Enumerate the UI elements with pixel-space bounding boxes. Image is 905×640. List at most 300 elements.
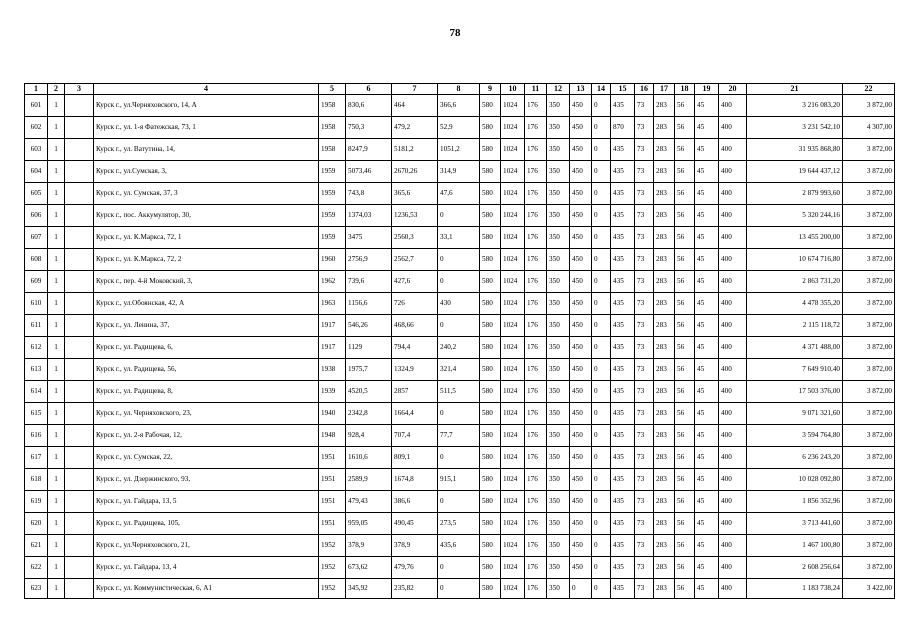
table-cell: 45 — [695, 205, 719, 227]
table-row — [25, 271, 895, 293]
table-cell — [65, 469, 94, 491]
table-cell: 176 — [525, 337, 547, 359]
table-row — [25, 315, 895, 337]
table-cell: 1 — [48, 117, 65, 139]
table-cell: 0 — [592, 205, 611, 227]
table-body — [25, 95, 895, 599]
table-cell: 400 — [719, 359, 747, 381]
table-cell: 283 — [654, 293, 675, 315]
table-cell: 450 — [570, 315, 592, 337]
table-cell: 580 — [480, 403, 501, 425]
table-cell: 450 — [570, 447, 592, 469]
table-row — [25, 579, 895, 599]
table-cell: 176 — [525, 95, 547, 117]
address-cell: Курск г., пер. 4-й Моковский, 3, — [94, 271, 319, 293]
table-cell: 5073,46 — [346, 161, 392, 183]
table-cell: 400 — [719, 315, 747, 337]
table-cell: 73 — [635, 381, 654, 403]
table-cell: 45 — [695, 95, 719, 117]
table-row — [25, 293, 895, 315]
table-cell: 400 — [719, 513, 747, 535]
address-cell: Курск г., ул. Гайдара, 13, 5 — [94, 491, 319, 513]
table-cell: 56 — [675, 95, 695, 117]
table-cell: 450 — [570, 161, 592, 183]
table-cell: 400 — [719, 161, 747, 183]
table-row — [25, 447, 895, 469]
table-cell: 1 — [48, 337, 65, 359]
table-cell: 10 674 716,80 — [747, 249, 843, 271]
table-cell: 45 — [695, 271, 719, 293]
table-cell: 73 — [635, 139, 654, 161]
table-cell: 1024 — [501, 359, 525, 381]
table-cell: 283 — [654, 117, 675, 139]
table-cell: 400 — [719, 337, 747, 359]
table-cell: 450 — [570, 381, 592, 403]
table-cell: 314,9 — [438, 161, 480, 183]
table-cell: 435 — [611, 513, 635, 535]
table-cell: 400 — [719, 535, 747, 557]
table-cell: 176 — [525, 293, 547, 315]
table-cell: 1024 — [501, 271, 525, 293]
table-cell: 45 — [695, 469, 719, 491]
table-cell: 1959 — [319, 227, 346, 249]
table-cell: 0 — [438, 557, 480, 579]
column-header-8: 8 — [438, 84, 480, 95]
table-cell: 350 — [547, 513, 570, 535]
table-cell: 56 — [675, 491, 695, 513]
table-cell: 3 872,00 — [843, 557, 895, 579]
table-cell: 10 028 092,80 — [747, 469, 843, 491]
table-cell: 464 — [392, 95, 438, 117]
column-header-3: 3 — [65, 84, 94, 95]
table-cell: 1610,6 — [346, 447, 392, 469]
table-cell: 580 — [480, 535, 501, 557]
table-cell: 0 — [438, 315, 480, 337]
table-cell: 450 — [570, 183, 592, 205]
table-cell: 176 — [525, 359, 547, 381]
table-cell: 435 — [611, 425, 635, 447]
table-cell: 56 — [675, 117, 695, 139]
table-cell — [65, 381, 94, 403]
table-cell: 1 — [48, 139, 65, 161]
address-cell: Курск г., ул. Гайдара, 13, 4 — [94, 557, 319, 579]
table-cell: 1156,6 — [346, 293, 392, 315]
table-cell: 1917 — [319, 337, 346, 359]
table-cell: 601 — [25, 95, 48, 117]
column-header-21: 21 — [747, 84, 843, 95]
table-cell: 450 — [570, 491, 592, 513]
table-cell: 614 — [25, 381, 48, 403]
table-cell: 435 — [611, 381, 635, 403]
table-cell: 1024 — [501, 95, 525, 117]
table-cell: 73 — [635, 557, 654, 579]
table-cell: 176 — [525, 579, 547, 599]
table-cell: 283 — [654, 205, 675, 227]
table-cell: 1 — [48, 469, 65, 491]
address-cell: Курск г., ул. К.Маркса, 72, 2 — [94, 249, 319, 271]
table-cell: 580 — [480, 513, 501, 535]
table-cell: 350 — [547, 491, 570, 513]
table-cell: 350 — [547, 293, 570, 315]
table-cell: 479,2 — [392, 117, 438, 139]
table-cell: 1024 — [501, 139, 525, 161]
table-cell: 580 — [480, 381, 501, 403]
column-header-11: 11 — [525, 84, 547, 95]
table-cell: 1963 — [319, 293, 346, 315]
table-cell: 0 — [592, 469, 611, 491]
table-cell: 606 — [25, 205, 48, 227]
table-cell: 3 872,00 — [843, 315, 895, 337]
table-cell: 435 — [611, 227, 635, 249]
table-cell: 56 — [675, 469, 695, 491]
table-cell: 435 — [611, 447, 635, 469]
table-cell: 618 — [25, 469, 48, 491]
table-cell: 400 — [719, 557, 747, 579]
table-cell: 17 503 376,00 — [747, 381, 843, 403]
column-header-2: 2 — [48, 84, 65, 95]
table-cell: 73 — [635, 293, 654, 315]
table-cell — [65, 535, 94, 557]
table-cell: 56 — [675, 579, 695, 599]
table-cell: 235,82 — [392, 579, 438, 599]
address-cell: Курск г., ул. Дзержинского, 93, — [94, 469, 319, 491]
table-cell: 1959 — [319, 161, 346, 183]
table-cell: 1 — [48, 249, 65, 271]
table-cell: 176 — [525, 557, 547, 579]
table-cell: 580 — [480, 271, 501, 293]
table-cell: 3 872,00 — [843, 205, 895, 227]
table-cell: 45 — [695, 227, 719, 249]
table-cell: 3 872,00 — [843, 161, 895, 183]
table-cell: 47,6 — [438, 183, 480, 205]
table-cell: 73 — [635, 117, 654, 139]
table-cell: 450 — [570, 139, 592, 161]
table-cell: 2342,8 — [346, 403, 392, 425]
table-cell: 283 — [654, 183, 675, 205]
table-cell: 726 — [392, 293, 438, 315]
table-cell: 283 — [654, 337, 675, 359]
table-cell: 603 — [25, 139, 48, 161]
table-cell: 427,6 — [392, 271, 438, 293]
table-cell: 673,62 — [346, 557, 392, 579]
table-cell: 1 — [48, 359, 65, 381]
table-cell: 240,2 — [438, 337, 480, 359]
table-cell: 283 — [654, 425, 675, 447]
table-cell: 0 — [438, 447, 480, 469]
column-header-6: 6 — [346, 84, 392, 95]
table-cell: 1024 — [501, 491, 525, 513]
table-cell: 350 — [547, 579, 570, 599]
table-row — [25, 425, 895, 447]
table-cell — [65, 491, 94, 513]
table-cell: 580 — [480, 579, 501, 599]
table-row — [25, 403, 895, 425]
table-cell — [65, 579, 94, 599]
table-cell: 1 467 100,80 — [747, 535, 843, 557]
table-cell: 1951 — [319, 469, 346, 491]
table-cell: 2 115 118,72 — [747, 315, 843, 337]
table-cell: 56 — [675, 513, 695, 535]
table-cell: 45 — [695, 315, 719, 337]
table-cell: 1 — [48, 95, 65, 117]
table-cell: 511,5 — [438, 381, 480, 403]
table-cell: 1 — [48, 579, 65, 599]
table-cell: 73 — [635, 535, 654, 557]
table-cell: 176 — [525, 513, 547, 535]
table-cell: 400 — [719, 381, 747, 403]
table-cell: 0 — [592, 117, 611, 139]
registry-table — [24, 83, 895, 599]
table-cell: 1129 — [346, 337, 392, 359]
table-cell: 1024 — [501, 205, 525, 227]
table-cell — [65, 161, 94, 183]
table-cell: 400 — [719, 491, 747, 513]
table-cell: 468,66 — [392, 315, 438, 337]
table-row — [25, 359, 895, 381]
table-cell: 2857 — [392, 381, 438, 403]
address-cell: Курск г., ул. Черняховского, 23, — [94, 403, 319, 425]
table-cell — [65, 293, 94, 315]
table-cell: 45 — [695, 293, 719, 315]
table-row — [25, 469, 895, 491]
table-cell: 0 — [592, 381, 611, 403]
table-cell: 176 — [525, 205, 547, 227]
table-cell: 3 872,00 — [843, 249, 895, 271]
table-cell: 45 — [695, 579, 719, 599]
address-cell: Курск г., ул.Обоянская, 42, А — [94, 293, 319, 315]
table-cell: 580 — [480, 161, 501, 183]
table-cell: 1 — [48, 403, 65, 425]
table-cell: 283 — [654, 381, 675, 403]
table-cell — [65, 557, 94, 579]
table-cell: 1952 — [319, 535, 346, 557]
table-cell: 176 — [525, 161, 547, 183]
table-cell: 580 — [480, 447, 501, 469]
table-cell: 400 — [719, 249, 747, 271]
table-cell: 1 — [48, 183, 65, 205]
table-cell: 400 — [719, 271, 747, 293]
table-cell — [65, 249, 94, 271]
table-cell: 378,9 — [346, 535, 392, 557]
table-cell — [65, 117, 94, 139]
table-cell: 45 — [695, 447, 719, 469]
table-cell: 176 — [525, 227, 547, 249]
table-cell: 176 — [525, 381, 547, 403]
table-cell: 45 — [695, 337, 719, 359]
table-cell: 450 — [570, 535, 592, 557]
table-cell: 580 — [480, 95, 501, 117]
table-cell: 580 — [480, 425, 501, 447]
table-cell: 283 — [654, 469, 675, 491]
table-cell: 45 — [695, 403, 719, 425]
table-cell: 607 — [25, 227, 48, 249]
column-header-9: 9 — [480, 84, 501, 95]
table-cell: 3 594 764,80 — [747, 425, 843, 447]
table-row — [25, 249, 895, 271]
table-cell: 450 — [570, 557, 592, 579]
table-cell: 73 — [635, 447, 654, 469]
table-cell: 350 — [547, 359, 570, 381]
table-cell: 1962 — [319, 271, 346, 293]
table-cell: 283 — [654, 249, 675, 271]
address-cell: Курск г., ул. 2-я Рабочая, 12, — [94, 425, 319, 447]
table-cell: 1952 — [319, 557, 346, 579]
table-cell — [65, 513, 94, 535]
column-header-17: 17 — [654, 84, 675, 95]
table-cell: 283 — [654, 491, 675, 513]
table-cell: 283 — [654, 315, 675, 337]
table-cell: 283 — [654, 513, 675, 535]
address-cell: Курск г., ул. К.Маркса, 72, 1 — [94, 227, 319, 249]
table-cell: 3 713 441,60 — [747, 513, 843, 535]
table-cell — [65, 337, 94, 359]
column-header-5: 5 — [319, 84, 346, 95]
table-cell: 435 — [611, 271, 635, 293]
table-cell: 1024 — [501, 425, 525, 447]
table-cell: 435 — [611, 139, 635, 161]
table-cell: 73 — [635, 513, 654, 535]
table-cell: 4 371 488,00 — [747, 337, 843, 359]
table-cell — [65, 403, 94, 425]
table-cell: 350 — [547, 337, 570, 359]
table-cell: 365,6 — [392, 183, 438, 205]
table-cell: 56 — [675, 337, 695, 359]
address-cell: Курск г., ул. Радищева, 6, — [94, 337, 319, 359]
table-cell: 739,6 — [346, 271, 392, 293]
table-cell: 73 — [635, 95, 654, 117]
table-row — [25, 117, 895, 139]
table-cell: 176 — [525, 403, 547, 425]
table-cell: 345,92 — [346, 579, 392, 599]
table-cell: 73 — [635, 271, 654, 293]
table-cell: 283 — [654, 359, 675, 381]
table-cell: 1 856 352,96 — [747, 491, 843, 513]
header-row — [25, 84, 895, 95]
table-cell: 794,4 — [392, 337, 438, 359]
table-cell: 1 — [48, 271, 65, 293]
table-cell: 0 — [438, 403, 480, 425]
table-cell: 750,3 — [346, 117, 392, 139]
table-cell: 612 — [25, 337, 48, 359]
table-cell: 1236,53 — [392, 205, 438, 227]
table-cell — [65, 447, 94, 469]
table-cell: 400 — [719, 139, 747, 161]
table-cell: 450 — [570, 271, 592, 293]
table-cell: 4 478 355,20 — [747, 293, 843, 315]
table-cell: 0 — [592, 557, 611, 579]
table-cell: 56 — [675, 139, 695, 161]
table-cell: 56 — [675, 183, 695, 205]
table-cell: 73 — [635, 315, 654, 337]
table-cell: 283 — [654, 139, 675, 161]
table-cell: 707,4 — [392, 425, 438, 447]
table-cell: 73 — [635, 425, 654, 447]
table-cell: 283 — [654, 579, 675, 599]
table-cell: 915,1 — [438, 469, 480, 491]
table-cell: 3 872,00 — [843, 425, 895, 447]
table-cell: 621 — [25, 535, 48, 557]
table-cell — [65, 359, 94, 381]
table-cell: 1024 — [501, 513, 525, 535]
table-row — [25, 161, 895, 183]
address-cell: Курск г., ул. 1-я Фатежская, 73, 1 — [94, 117, 319, 139]
address-cell: Курск г., ул. Коммунистическая, 6, А1 — [94, 579, 319, 599]
table-cell: 1917 — [319, 315, 346, 337]
table-cell: 400 — [719, 205, 747, 227]
address-cell: Курск г., ул. Радищева, 105, — [94, 513, 319, 535]
table-cell: 56 — [675, 315, 695, 337]
table-cell: 350 — [547, 139, 570, 161]
table-cell: 378,9 — [392, 535, 438, 557]
table-cell: 2756,9 — [346, 249, 392, 271]
table-cell: 809,1 — [392, 447, 438, 469]
table-cell: 1938 — [319, 359, 346, 381]
table-cell: 619 — [25, 491, 48, 513]
table-cell: 33,1 — [438, 227, 480, 249]
table-cell: 9 071 321,60 — [747, 403, 843, 425]
table-cell: 580 — [480, 139, 501, 161]
table-cell: 450 — [570, 293, 592, 315]
table-row — [25, 183, 895, 205]
table-cell: 1939 — [319, 381, 346, 403]
table-cell: 1024 — [501, 403, 525, 425]
table-cell: 435 — [611, 293, 635, 315]
table-cell: 2562,7 — [392, 249, 438, 271]
table-cell: 3 872,00 — [843, 491, 895, 513]
table-cell: 73 — [635, 227, 654, 249]
table-row — [25, 337, 895, 359]
table-cell: 1024 — [501, 315, 525, 337]
table-cell: 77,7 — [438, 425, 480, 447]
table-cell: 4520,5 — [346, 381, 392, 403]
table-cell: 2 879 993,60 — [747, 183, 843, 205]
table-row — [25, 557, 895, 579]
table-cell: 73 — [635, 337, 654, 359]
table-cell: 176 — [525, 183, 547, 205]
table-cell: 0 — [438, 249, 480, 271]
table-cell: 1024 — [501, 337, 525, 359]
table-cell: 580 — [480, 205, 501, 227]
table-cell: 3 872,00 — [843, 469, 895, 491]
table-cell: 56 — [675, 161, 695, 183]
table-cell: 0 — [592, 271, 611, 293]
table-cell: 580 — [480, 337, 501, 359]
page-number: 78 — [449, 27, 461, 39]
table-cell: 1975,7 — [346, 359, 392, 381]
table-cell: 45 — [695, 557, 719, 579]
table-cell: 4 307,00 — [843, 117, 895, 139]
table-cell: 3 872,00 — [843, 293, 895, 315]
table-cell: 580 — [480, 469, 501, 491]
table-cell: 1024 — [501, 469, 525, 491]
table-cell: 1664,4 — [392, 403, 438, 425]
table-cell: 3 216 083,20 — [747, 95, 843, 117]
table-cell: 1051,2 — [438, 139, 480, 161]
table-cell: 1024 — [501, 183, 525, 205]
table-cell: 435 — [611, 557, 635, 579]
table-cell: 435 — [611, 95, 635, 117]
table-cell: 830,6 — [346, 95, 392, 117]
table-cell: 56 — [675, 271, 695, 293]
table-cell: 283 — [654, 271, 675, 293]
table-cell: 56 — [675, 557, 695, 579]
table-cell: 3 422,00 — [843, 579, 895, 599]
table-cell: 0 — [438, 491, 480, 513]
table-cell: 0 — [438, 205, 480, 227]
address-cell: Курск г., ул. Радищева, 8, — [94, 381, 319, 403]
table-cell: 1 — [48, 535, 65, 557]
table-cell: 176 — [525, 271, 547, 293]
